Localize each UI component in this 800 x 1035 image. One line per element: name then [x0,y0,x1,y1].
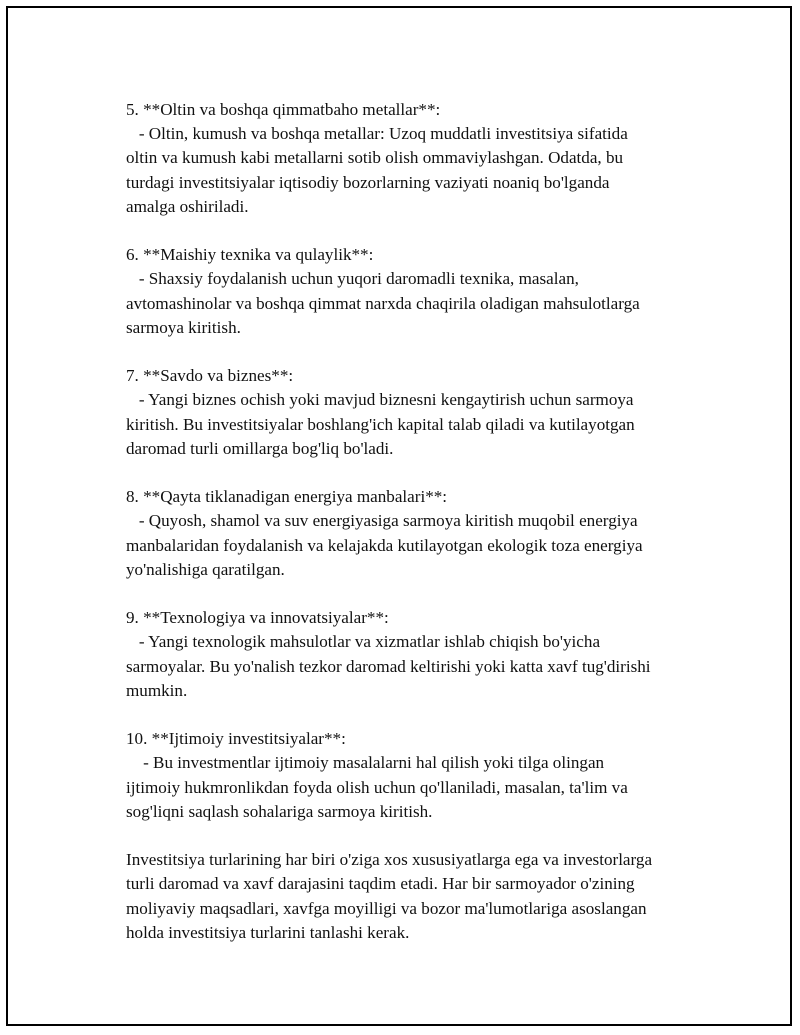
section-line: avtomashinolar va boshqa qimmat narxda chaqirila oladigan mahsulotlarga [126,293,640,313]
section-5 [126,98,726,219]
section-line: kiritish. Bu investitsiyalar boshlang'ich kapital talab qiladi va kutilayotgan [126,414,635,434]
section-heading: 10. **Ijtimoiy investitsiyalar**: [126,729,346,749]
conclusion-line: moliyaviy maqsadlari, xavfga moyilligi va bozor ma'lumotlariga asoslangan [126,898,647,918]
section-line: amalga oshiriladi. [126,196,249,216]
section-line: sog'liqni saqlash sohalariga sarmoya kiritish. [126,801,433,821]
section-line: oltin va kumush kabi metallarni sotib olish ommaviylashgan. Odatda, bu [126,148,624,168]
section-heading: 5. **Oltin va boshqa qimmatbaho metallar**: [126,100,441,119]
section-6 [126,243,726,340]
conclusion-line: turli daromad va xavf darajasini taqdim etadi. Har bir sarmoyador o'zining [126,874,635,894]
section-7 [126,364,726,461]
section-heading: 8. **Qayta tiklanadigan energiya manbalari**: [126,487,448,507]
section-line: - Yangi texnologik mahsulotlar va xizmatlar ishlab chiqish bo'yicha [126,632,601,652]
section-line: daromad turli omillarga bog'liq bo'ladi. [126,438,394,458]
section-heading: 6. **Maishiy texnika va qulaylik**: [126,245,374,265]
conclusion-paragraph [126,848,726,945]
section-8 [126,485,726,582]
section-9 [126,606,726,703]
section-line: manbalaridan foydalanish va kelajakda kutilayotgan ekologik toza energiya [126,535,643,555]
section-line: - Yangi biznes ochish yoki mavjud biznesni kengaytirish uchun sarmoya [126,390,634,410]
section-heading: 7. **Savdo va biznes**: [126,366,294,386]
section-heading: 9. **Texnologiya va innovatsiyalar**: [126,608,389,628]
section-line: mumkin. [126,680,188,700]
page-border [6,6,792,1026]
section-line: - Bu investmentlar ijtimoiy masalalarni hal qilish yoki tilga olingan [126,753,605,773]
section-line: - Quyosh, shamol va suv energiyasiga sarmoya kiritish muqobil energiya [126,511,638,531]
conclusion-line: Investitsiya turlarining har biri o'ziga xos xususiyatlarga ega va investorlarga [126,850,653,870]
section-line: ijtimoiy hukmronlikdan foyda olish uchun qo'llaniladi, masalan, ta'lim va [126,777,628,797]
section-line: sarmoya kiritish. [126,317,241,337]
conclusion-line: holda investitsiya turlarini tanlashi kerak. [126,922,410,942]
section-line: sarmoyalar. Bu yo'nalish tezkor daromad keltirishi yoki katta xavf tug'dirishi [126,656,651,676]
document-body [126,98,726,969]
section-line: - Shaxsiy foydalanish uchun yuqori daromadli texnika, masalan, [126,269,579,289]
section-line: turdagi investitsiyalar iqtisodiy bozorlarning vaziyati noaniq bo'lganda [126,172,610,192]
section-line: yo'nalishiga qaratilgan. [126,559,285,579]
section-line: - Oltin, kumush va boshqa metallar: Uzoq muddatli investitsiya sifatida [126,124,628,144]
section-10 [126,727,726,824]
